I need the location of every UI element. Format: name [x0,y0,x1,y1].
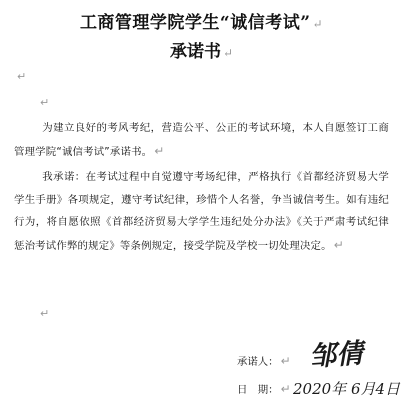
commitment-paragraph-2 [14,166,389,257]
paragraph-mark-icon: ↵ [222,46,234,60]
paragraph-mark-icon: ↵ [40,96,50,109]
paragraph-mark-icon: ↵ [280,354,291,368]
paragraph-1-text: 为建立良好的考风考纪，营造公平、公正的考试环境，本人自愿签订工商管理学院“诚信考试”承诺书。 [14,122,389,158]
commitment-paragraph-1 [14,117,389,163]
date-label-text: 日 期： [237,384,279,396]
signer-label [237,353,291,368]
paragraph-mark-icon: ↵ [280,382,291,396]
document-title-line2 [0,37,403,62]
paragraph-mark-icon: ↵ [154,143,165,158]
date-label [237,381,291,396]
title-line2-text: 承诺书 [169,42,221,62]
handwritten-signature: 邹倩 [308,338,365,373]
paragraph-mark-icon: ↵ [40,307,50,320]
paragraph-mark-icon: ↵ [312,17,324,31]
paragraph-mark-icon: ↵ [17,70,27,83]
paragraph-2-text: 我承诺：在考试过程中自觉遵守考场纪律，严格执行《首都经济贸易大学学生手册》各项规定，遵守考试纪律，珍惜个人名誉，争当诚信考生。如有违纪行为，将自愿依照《首都经济贸易大学学生违纪处分办法》《关于严肃考试纪律惩治考试作弊的规定》等条例规定，接受学院及学校一切处理决定。 [14,171,389,252]
document-title-line1 [0,8,403,33]
signer-label-text: 承诺人： [237,356,279,368]
title-line1-text: 工商管理学院学生“诚信考试” [79,13,311,33]
paragraph-mark-icon: ↵ [333,237,344,252]
handwritten-date: 2020年 6月4日 [293,380,401,398]
